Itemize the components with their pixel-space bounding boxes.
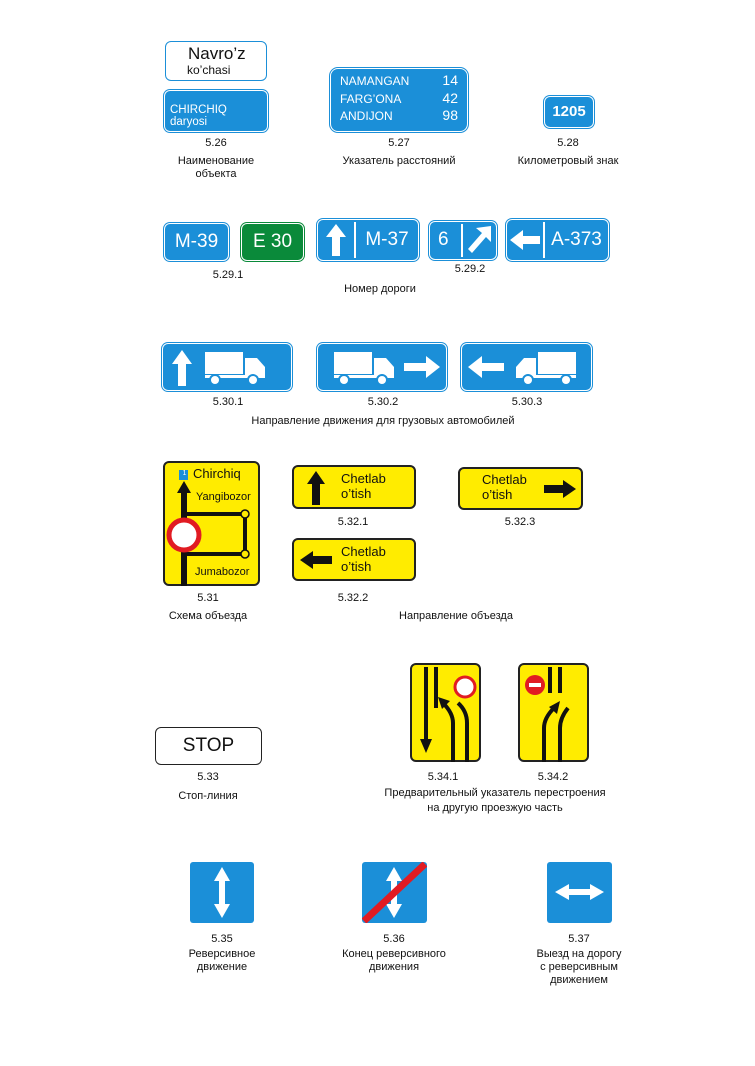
sign-caption: объекта xyxy=(195,168,237,180)
sign-arrow-m37 xyxy=(318,220,418,260)
sign-caption: Указатель расстояний xyxy=(342,155,456,167)
sign-text: o’tish xyxy=(482,487,513,502)
sign-text: ko’chasi xyxy=(187,63,231,77)
sign-text: E 30 xyxy=(252,231,293,252)
sign-code: 5.28 xyxy=(557,137,579,149)
sign-caption: с реверсивным xyxy=(540,961,618,973)
sign-caption: Километровый знак xyxy=(517,155,619,167)
sign-caption: Схема объезда xyxy=(168,610,248,622)
truck-icon xyxy=(203,344,273,390)
sign-5-32-1-detour-straight xyxy=(292,465,416,509)
sign-6-diagonal xyxy=(430,222,496,259)
sign-text: Navro’z xyxy=(188,44,246,63)
sign-5-30-2-truck-right xyxy=(318,344,446,390)
sign-caption: на другую проезжую часть xyxy=(427,802,563,814)
sign-caption: движение xyxy=(196,961,248,973)
sign-code: 5.32.3 xyxy=(504,516,536,528)
destination: FARG’ONA xyxy=(340,91,402,106)
sign-e30 xyxy=(242,224,303,260)
arrow-up-down-crossed-icon xyxy=(362,862,427,923)
sign-text: o’tish xyxy=(341,559,372,574)
sign-code: 5.29.2 xyxy=(454,263,486,275)
sign-5-32-2-detour-left xyxy=(292,538,416,581)
sign-caption: Выезд на дорогу xyxy=(536,948,622,960)
sign-caption: движения xyxy=(368,961,420,973)
arrow-up-icon xyxy=(318,220,354,260)
sign-caption: Конец реверсивного xyxy=(342,948,446,960)
sign-text: Chetlab xyxy=(341,471,386,486)
sign-text: Chetlab xyxy=(482,472,527,487)
sign-5-28-kilometer xyxy=(545,97,593,127)
destination: NAMANGAN xyxy=(340,74,410,88)
destination-label: Chirchiq xyxy=(193,466,241,481)
sign-code: 5.30.1 xyxy=(212,396,244,408)
sign-m39 xyxy=(165,224,228,260)
truck-icon xyxy=(512,344,582,390)
sign-5-37-exit-reversible xyxy=(547,862,612,923)
route-number-badge: 1 xyxy=(182,470,187,477)
sign-caption: Направление движения для грузовых автомобилей xyxy=(251,415,515,427)
sign-code: 5.26 xyxy=(205,137,227,149)
sign-text: CHIRCHIQ daryosi xyxy=(170,104,227,128)
arrow-left-icon xyxy=(507,220,543,260)
arrow-left-right-icon xyxy=(547,862,612,923)
sign-code: 5.30.2 xyxy=(367,396,399,408)
sign-5-35-reversible xyxy=(190,862,254,923)
sign-code: 5.29.1 xyxy=(212,269,244,281)
sign-5-32-3-detour-right xyxy=(458,467,583,510)
sign-5-30-1-truck-straight xyxy=(163,344,291,390)
sign-code: 5.31 xyxy=(197,592,219,604)
arrow-up-icon xyxy=(163,344,203,390)
lane-change-graphic xyxy=(410,663,481,762)
sign-code: 5.36 xyxy=(383,933,405,945)
arrow-right-icon xyxy=(540,467,580,510)
sign-caption: Наименование xyxy=(177,155,255,167)
sign-5-34-1-lane-change xyxy=(410,663,481,762)
sign-5-30-3-truck-left xyxy=(462,344,591,390)
sign-code: 5.32.1 xyxy=(337,516,369,528)
sign-caption: Номер дороги xyxy=(344,283,416,295)
sign-code: 5.27 xyxy=(388,137,410,149)
distance: 14 xyxy=(442,72,458,88)
sign-caption: Направление объезда xyxy=(399,610,513,622)
sign-caption: Предварительный указатель перестроения xyxy=(384,787,606,799)
sign-5-26-street-name xyxy=(165,41,267,81)
arrow-left-icon xyxy=(464,344,508,390)
arrow-left-icon xyxy=(296,538,336,581)
sign-code: 5.34.1 xyxy=(427,771,459,783)
sign-text: 6 xyxy=(438,229,449,250)
destination: ANDIJON xyxy=(340,109,393,123)
distance: 98 xyxy=(442,107,458,123)
sign-5-31-detour-scheme xyxy=(163,461,260,586)
sign-text: STOP xyxy=(182,735,235,756)
sign-5-27-distances xyxy=(331,69,467,131)
sign-text: Chetlab xyxy=(341,544,386,559)
sign-code: 5.34.2 xyxy=(537,771,569,783)
lane-change-graphic xyxy=(518,663,589,762)
arrow-right-icon xyxy=(400,344,444,390)
arrow-up-icon xyxy=(302,465,332,509)
town-label: Jumabozor xyxy=(195,566,250,578)
sign-5-36-end-reversible xyxy=(362,862,427,923)
sign-code: 5.37 xyxy=(568,933,590,945)
town-label: Yangibozor xyxy=(196,491,251,503)
sign-5-26-river-name xyxy=(165,91,267,131)
sign-5-33-stop-line xyxy=(155,727,262,765)
sign-5-34-2-lane-change xyxy=(518,663,589,762)
truck-icon xyxy=(332,344,402,390)
sign-text: M-39 xyxy=(174,231,219,252)
sign-caption: движением xyxy=(550,974,608,986)
sign-caption: Стоп-линия xyxy=(178,790,238,802)
sign-text: 1205 xyxy=(552,103,586,120)
sign-code: 5.33 xyxy=(197,771,219,783)
sign-code: 5.30.3 xyxy=(511,396,543,408)
sign-text: o’tish xyxy=(341,486,372,501)
arrow-up-down-icon xyxy=(190,862,254,923)
sign-arrow-a373 xyxy=(507,220,608,260)
sign-text: A-373 xyxy=(551,229,602,250)
arrow-up-right-icon xyxy=(463,222,495,259)
sign-code: 5.35 xyxy=(211,933,233,945)
sign-text: M-37 xyxy=(365,229,409,250)
distance: 42 xyxy=(442,89,458,106)
sign-code: 5.32.2 xyxy=(337,592,369,604)
sign-caption: Реверсивное xyxy=(188,948,256,960)
